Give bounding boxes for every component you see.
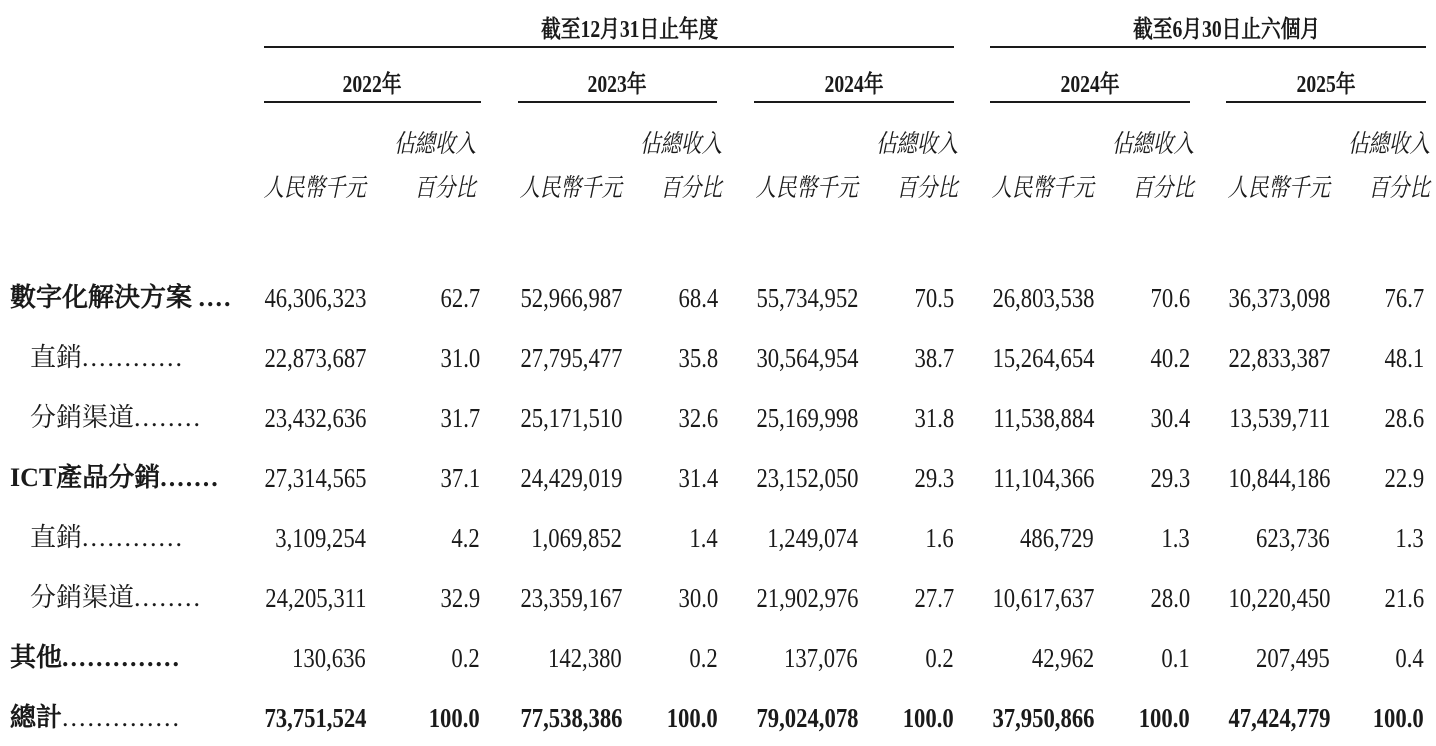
- cell-amount-2022: 3,109,254: [275, 523, 366, 553]
- cell-percent-2024-fy: 1.6: [925, 523, 954, 553]
- cell-amount-2024-h1: 11,104,366: [992, 463, 1094, 493]
- row-label: 其他..............: [10, 643, 182, 672]
- cell-percent-2025-h1: 22.9: [1384, 463, 1424, 493]
- cell-percent-2024-h1: 30.4: [1150, 403, 1190, 433]
- cell-amount-2025-h1: 207,495: [1256, 643, 1330, 673]
- unit-percent-2022-line1: 佔總收入: [393, 131, 476, 158]
- row-label: 分銷渠道........: [30, 403, 203, 432]
- table-row-ict-distribution: [0, 578, 1436, 618]
- cell-amount-2025-h1: 10,844,186: [1227, 463, 1330, 493]
- row-label: 直銷............: [30, 523, 185, 552]
- cell-amount-2022: 46,306,323: [263, 283, 366, 313]
- cell-percent-2025-h1: 1.3: [1395, 523, 1424, 553]
- cell-percent-2022: 0.2: [451, 643, 480, 673]
- cell-amount-2022: 24,205,311: [264, 583, 366, 613]
- unit-percent-2024-h1-line2: 百分比: [1132, 175, 1194, 202]
- cell-amount-2024-fy: 25,169,998: [755, 403, 858, 433]
- cell-amount-2024-fy: 137,076: [784, 643, 858, 673]
- unit-percent-2024-fy-line2: 百分比: [896, 175, 958, 202]
- unit-amount-2024-h1: 人民幣千元: [991, 175, 1094, 202]
- cell-amount-2023: 24,429,019: [519, 463, 622, 493]
- cell-amount-2023: 77,538,386: [519, 703, 622, 733]
- table-row-digital-solutions: [0, 278, 1436, 318]
- year-rule-2022: [264, 101, 481, 103]
- cell-percent-2023: 35.8: [678, 343, 718, 373]
- cell-percent-2024-fy: 100.0: [902, 703, 954, 733]
- cell-percent-2024-h1: 1.3: [1161, 523, 1190, 553]
- cell-amount-2025-h1: 36,373,098: [1227, 283, 1330, 313]
- cell-amount-2022: 22,873,687: [263, 343, 366, 373]
- unit-percent-2025-h1-line2: 百分比: [1368, 175, 1430, 202]
- table-row-total: [0, 698, 1436, 738]
- unit-percent-2025-h1-line1: 佔總收入: [1347, 131, 1430, 158]
- cell-amount-2024-h1: 11,538,884: [992, 403, 1094, 433]
- cell-percent-2024-h1: 28.0: [1150, 583, 1190, 613]
- cell-amount-2025-h1: 10,220,450: [1227, 583, 1330, 613]
- group-title-year-end: 截至12月31日止年度: [541, 17, 719, 43]
- cell-percent-2024-h1: 0.1: [1161, 643, 1190, 673]
- year-rule-2023: [518, 101, 717, 103]
- cell-percent-2024-h1: 100.0: [1138, 703, 1190, 733]
- cell-amount-2024-h1: 10,617,637: [991, 583, 1094, 613]
- cell-amount-2025-h1: 47,424,779: [1227, 703, 1330, 733]
- cell-percent-2022: 100.0: [428, 703, 480, 733]
- cell-amount-2023: 142,380: [548, 643, 622, 673]
- cell-amount-2025-h1: 623,736: [1256, 523, 1330, 553]
- cell-percent-2023: 1.4: [689, 523, 718, 553]
- table-row-digital-direct: [0, 338, 1436, 378]
- unit-amount-2024-fy: 人民幣千元: [755, 175, 858, 202]
- cell-amount-2023: 1,069,852: [531, 523, 622, 553]
- cell-amount-2022: 23,432,636: [263, 403, 366, 433]
- cell-percent-2025-h1: 0.4: [1395, 643, 1424, 673]
- cell-amount-2023: 52,966,987: [519, 283, 622, 313]
- cell-amount-2024-fy: 23,152,050: [755, 463, 858, 493]
- cell-percent-2022: 62.7: [440, 283, 480, 313]
- cell-amount-2023: 25,171,510: [519, 403, 622, 433]
- cell-amount-2025-h1: 13,539,711: [1228, 403, 1330, 433]
- table-row-others: [0, 638, 1436, 678]
- unit-percent-2024-h1-line1: 佔總收入: [1111, 131, 1194, 158]
- cell-percent-2025-h1: 28.6: [1384, 403, 1424, 433]
- row-label: 總計..............: [10, 703, 182, 732]
- cell-amount-2024-h1: 486,729: [1020, 523, 1094, 553]
- cell-percent-2024-h1: 40.2: [1150, 343, 1190, 373]
- cell-amount-2024-h1: 42,962: [1031, 643, 1094, 673]
- group-rule-year-end: [264, 46, 954, 48]
- year-rule-2025-h1: [1226, 101, 1426, 103]
- cell-percent-2023: 0.2: [689, 643, 718, 673]
- table-row-ict-direct: [0, 518, 1436, 558]
- row-label: 分銷渠道........: [30, 583, 203, 612]
- unit-percent-2024-fy-line1: 佔總收入: [875, 131, 958, 158]
- cell-percent-2024-h1: 29.3: [1150, 463, 1190, 493]
- cell-percent-2024-fy: 29.3: [914, 463, 954, 493]
- unit-amount-2025-h1: 人民幣千元: [1227, 175, 1330, 202]
- cell-amount-2024-fy: 79,024,078: [755, 703, 858, 733]
- cell-percent-2025-h1: 21.6: [1384, 583, 1424, 613]
- cell-amount-2022: 73,751,524: [263, 703, 366, 733]
- cell-amount-2023: 23,359,167: [519, 583, 622, 613]
- cell-amount-2024-h1: 26,803,538: [991, 283, 1094, 313]
- cell-percent-2024-fy: 27.7: [914, 583, 954, 613]
- cell-percent-2023: 68.4: [678, 283, 718, 313]
- cell-percent-2022: 32.9: [440, 583, 480, 613]
- cell-percent-2025-h1: 48.1: [1384, 343, 1424, 373]
- cell-percent-2025-h1: 76.7: [1384, 283, 1424, 313]
- cell-amount-2024-fy: 55,734,952: [755, 283, 858, 313]
- year-title-2024-h1: 2024年: [1060, 72, 1120, 98]
- unit-percent-2023-line2: 百分比: [660, 175, 722, 202]
- year-title-2025-h1: 2025年: [1296, 72, 1356, 98]
- year-rule-2024-h1: [990, 101, 1190, 103]
- row-label: 直銷............: [30, 343, 185, 372]
- cell-percent-2023: 31.4: [678, 463, 718, 493]
- cell-percent-2024-fy: 70.5: [914, 283, 954, 313]
- group-title-six-months: 截至6月30日止六個月: [1133, 17, 1321, 43]
- cell-percent-2022: 31.7: [440, 403, 480, 433]
- row-label: ICT產品分銷.......: [10, 463, 220, 492]
- row-label: 數字化解決方案 ....: [10, 283, 233, 312]
- year-title-2024-fy: 2024年: [824, 72, 884, 98]
- cell-amount-2024-fy: 30,564,954: [755, 343, 858, 373]
- cell-amount-2023: 27,795,477: [519, 343, 622, 373]
- cell-percent-2023: 100.0: [666, 703, 718, 733]
- table-row-ict-products: [0, 458, 1436, 498]
- cell-percent-2024-fy: 31.8: [914, 403, 954, 433]
- cell-amount-2024-h1: 15,264,654: [991, 343, 1094, 373]
- cell-percent-2022: 4.2: [451, 523, 480, 553]
- table-row-digital-distribution: [0, 398, 1436, 438]
- group-rule-six-months: [990, 46, 1426, 48]
- cell-amount-2022: 130,636: [292, 643, 366, 673]
- unit-amount-2023: 人民幣千元: [519, 175, 622, 202]
- year-title-2023: 2023年: [587, 72, 647, 98]
- cell-percent-2023: 30.0: [678, 583, 718, 613]
- unit-amount-2022: 人民幣千元: [263, 175, 366, 202]
- cell-percent-2024-h1: 70.6: [1150, 283, 1190, 313]
- cell-percent-2024-fy: 38.7: [914, 343, 954, 373]
- cell-percent-2023: 32.6: [678, 403, 718, 433]
- cell-amount-2024-fy: 21,902,976: [755, 583, 858, 613]
- year-rule-2024-fy: [754, 101, 954, 103]
- cell-percent-2022: 31.0: [440, 343, 480, 373]
- unit-percent-2022-line2: 百分比: [414, 175, 476, 202]
- unit-percent-2023-line1: 佔總收入: [639, 131, 722, 158]
- cell-amount-2024-fy: 1,249,074: [767, 523, 858, 553]
- cell-amount-2024-h1: 37,950,866: [991, 703, 1094, 733]
- year-title-2022: 2022年: [342, 72, 402, 98]
- cell-amount-2025-h1: 22,833,387: [1227, 343, 1330, 373]
- cell-percent-2024-fy: 0.2: [925, 643, 954, 673]
- cell-amount-2022: 27,314,565: [263, 463, 366, 493]
- cell-percent-2025-h1: 100.0: [1372, 703, 1424, 733]
- cell-percent-2022: 37.1: [440, 463, 480, 493]
